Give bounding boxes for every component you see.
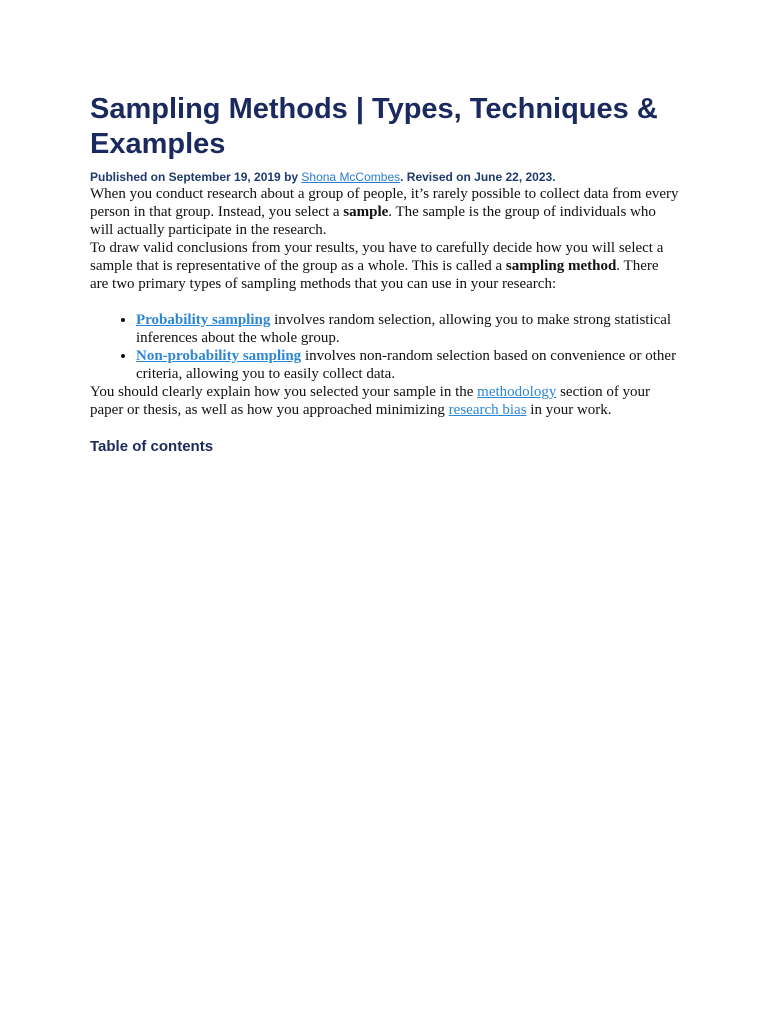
byline xyxy=(90,169,680,185)
intro-text-b: . The sample is the group of individuals who will actually participate in the research. xyxy=(90,204,656,238)
list-item-text: involves random selection, allowing you to make strong statistical inferences about the whole group. xyxy=(136,312,672,346)
sampling-method-paragraph xyxy=(90,239,680,293)
sample-term: sample xyxy=(343,204,389,220)
research-bias-link[interactable]: research bias xyxy=(448,402,527,418)
list-item-text: involves non-random selection based on convenience or other criteria, allowing you to easily collect data. xyxy=(136,348,677,382)
table-of-contents-heading: Table of contents xyxy=(90,438,214,455)
list-item xyxy=(136,347,680,383)
methodology-text-a: You should clearly explain how you selected your sample in the xyxy=(90,384,478,400)
intro-paragraph xyxy=(90,185,680,239)
intro-text-a: When you conduct research about a group of people, it’s rarely possible to collect data from every person in that group. Instead, you select a xyxy=(90,186,679,220)
methodology-text-c: in your work. xyxy=(526,402,612,418)
sampling-text-b: . There are two primary types of sampling methods that you can use in your research: xyxy=(90,258,659,292)
revised-date: . Revised on June 22, 2023. xyxy=(400,170,556,184)
methodology-paragraph xyxy=(90,383,680,419)
list-item xyxy=(136,311,680,347)
probability-sampling-link[interactable]: Probability sampling xyxy=(136,312,271,328)
non-probability-sampling-link[interactable]: Non-probability sampling xyxy=(136,348,302,364)
author-link[interactable]: Shona McCombes xyxy=(301,170,401,184)
page-title: Sampling Methods | Types, Techniques & Examples xyxy=(90,93,658,160)
sampling-types-list xyxy=(90,311,680,383)
article-body xyxy=(90,185,680,419)
published-date: Published on September 19, 2019 by xyxy=(90,170,302,184)
sampling-method-term: sampling method xyxy=(505,258,617,274)
methodology-link[interactable]: methodology xyxy=(477,384,557,400)
sampling-text-a: To draw valid conclusions from your results, you have to carefully decide how you will select a sample that is representative of the group as a whole. This is called a xyxy=(90,240,664,274)
methodology-text-b: section of your paper or thesis, as well as how you approached minimizing xyxy=(90,384,651,418)
article xyxy=(90,92,680,456)
